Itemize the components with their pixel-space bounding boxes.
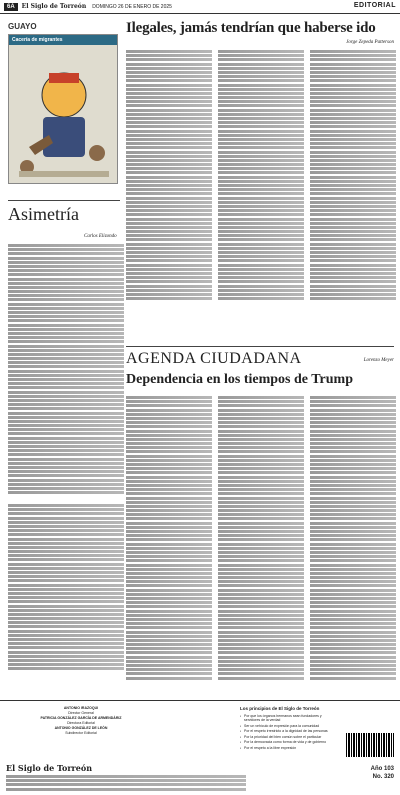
editorial-column-1 xyxy=(126,50,212,312)
editorial-title: Ilegales, jamás tendrían que haberse ido xyxy=(126,20,376,36)
principle-item: ▪ Por la prioridad del bien común sobre el particular xyxy=(240,735,338,740)
footer-logo: El Siglo de Torreón xyxy=(6,763,93,773)
agenda-column-3 xyxy=(310,396,396,692)
column-title-asimetria: Asimetría xyxy=(8,204,79,224)
section-divider xyxy=(8,200,120,201)
section-label: EDITORIAL xyxy=(353,2,396,9)
principle-item: ▪ Por que los órganos hermanos sean fundadores y servidores de la verdad xyxy=(240,714,338,723)
agenda-headline: Dependencia en los tiempos de Trump xyxy=(126,372,353,387)
barcode xyxy=(346,733,394,757)
page-footer xyxy=(0,700,400,795)
principles-box xyxy=(240,707,338,751)
staff-role: Directora Editorial xyxy=(67,721,95,725)
issue-year: Año 103 xyxy=(370,766,394,772)
staff-name: ANTONIO IRAZOQUI xyxy=(63,706,99,710)
principle-item: ▪ Por el respeto a la libre expresión xyxy=(240,746,338,751)
principles-header: Los principios de El Siglo de Torreón xyxy=(240,706,320,711)
staff-name: PATRICIA GONZÁLEZ GARCÍA DE ARMENDÁRIZ xyxy=(40,716,122,720)
column-title-agenda: AGENDA CIUDADANA xyxy=(126,350,302,367)
page-header xyxy=(0,0,400,14)
cartoon-caption: Cacería de migrantes xyxy=(9,35,118,45)
editorial-column-2 xyxy=(218,50,304,312)
editorial-cartoon xyxy=(8,34,118,184)
editorial-column-3 xyxy=(310,50,396,312)
agenda-column-1 xyxy=(126,396,212,692)
principle-item: ▪ Por el respeto irrestricto a la dignidad de las personas xyxy=(240,729,338,734)
column-byline-asimetria: Carlos Elizondo xyxy=(84,234,117,239)
agenda-column-2 xyxy=(218,396,304,692)
cartoonist-name: GUAYO xyxy=(8,22,37,31)
publisher-info xyxy=(6,775,246,792)
masthead: El Siglo de Torreón xyxy=(21,3,87,10)
asimetria-column-continued xyxy=(8,504,124,694)
staff-role: Subdirector Editorial xyxy=(65,731,97,735)
issue-info xyxy=(371,765,394,781)
asimetria-column-1 xyxy=(8,244,124,499)
dateline: DOMINGO 26 DE ENERO DE 2025 xyxy=(92,3,172,10)
principle-item: ▪ Ser un vehículo de expresión para la comunidad xyxy=(240,724,338,729)
staff-name: ANTONIO GONZÁLEZ DE LEÓN xyxy=(54,726,108,730)
editorial-byline: Jorge Zepeda Patterson xyxy=(346,40,394,45)
page-number: 6A xyxy=(4,3,18,11)
section-divider xyxy=(126,346,394,347)
staff-role: Director General xyxy=(68,711,94,715)
principle-item: ▪ Por la democracia como forma de vida y de gobierno xyxy=(240,740,338,745)
staff-box xyxy=(6,706,156,736)
agenda-byline: Lorenzo Meyer xyxy=(363,358,394,363)
cartoon-illustration xyxy=(9,35,118,184)
issue-number: No. 320 xyxy=(372,774,394,780)
